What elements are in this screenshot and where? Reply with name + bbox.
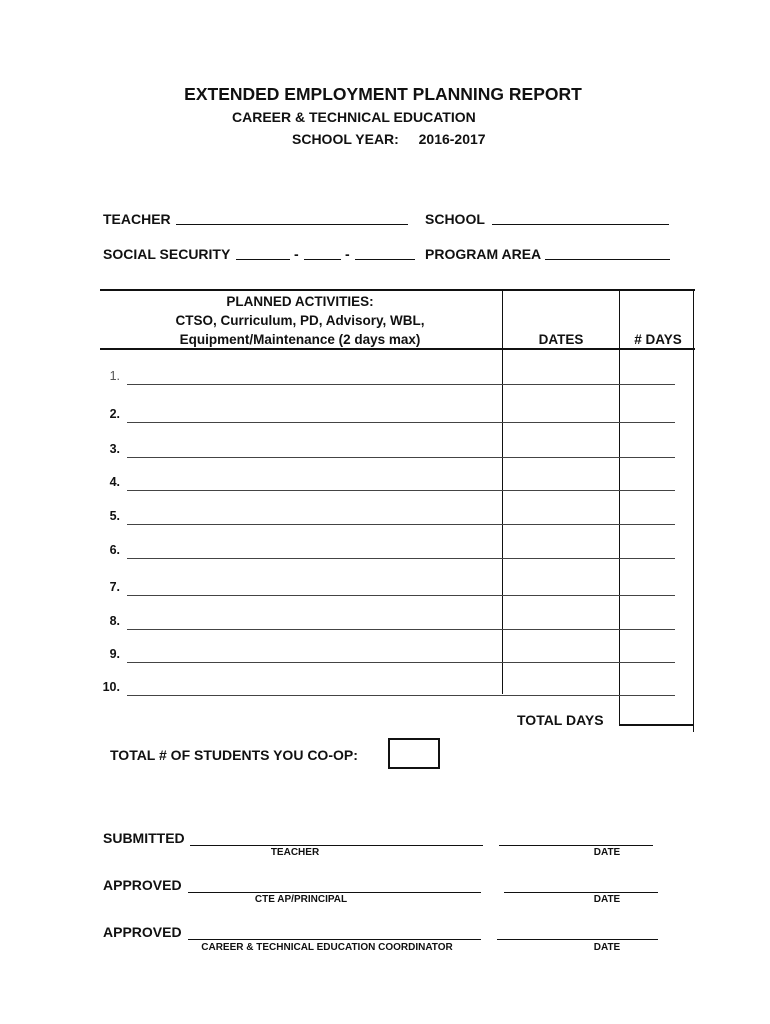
row-number: 3. <box>109 442 120 456</box>
submitted-caption: TEACHER <box>270 847 320 858</box>
table-top-rule <box>100 289 695 291</box>
ssn-dash: - <box>345 246 350 262</box>
row-number: 9. <box>109 647 120 661</box>
activity-row-line[interactable] <box>127 457 675 458</box>
submitted-signature-line[interactable] <box>190 845 483 846</box>
school-year <box>292 131 486 147</box>
row-number: 2. <box>109 407 120 421</box>
table-right-border <box>693 290 694 732</box>
activities-header <box>140 292 460 349</box>
activities-header-line: Equipment/Maintenance (2 days max) <box>179 332 421 347</box>
activities-header-line: CTSO, Curriculum, PD, Advisory, WBL, <box>175 313 425 328</box>
days-header: # DAYS <box>634 332 682 347</box>
program-area-field[interactable] <box>545 259 670 260</box>
activity-row-line[interactable] <box>127 490 675 491</box>
principal-signature-line[interactable] <box>188 892 481 893</box>
activity-row-line[interactable] <box>127 695 675 696</box>
approved-label: APPROVED <box>103 924 182 940</box>
activity-row-line[interactable] <box>127 662 675 663</box>
coop-count-box[interactable] <box>388 738 440 769</box>
row-number: 7. <box>109 580 120 594</box>
ssn-label: SOCIAL SECURITY <box>103 246 231 262</box>
activity-row-line[interactable] <box>127 558 675 559</box>
row-number: 6. <box>109 543 120 557</box>
total-days-label: TOTAL DAYS <box>517 712 604 728</box>
coordinator-date-line[interactable] <box>497 939 658 940</box>
school-field[interactable] <box>492 224 669 225</box>
page-title: EXTENDED EMPLOYMENT PLANNING REPORT <box>184 84 582 104</box>
school-year-value: 2016-2017 <box>418 131 486 147</box>
teacher-label: TEACHER <box>103 211 171 227</box>
row-number: 8. <box>109 614 120 628</box>
submitted-date-caption: DATE <box>593 847 621 858</box>
school-year-label: SCHOOL YEAR: <box>292 131 399 147</box>
row-number: 10. <box>102 680 120 694</box>
activities-header-line: PLANNED ACTIVITIES: <box>226 294 374 309</box>
page-subtitle: CAREER & TECHNICAL EDUCATION <box>232 109 476 125</box>
school-label: SCHOOL <box>425 211 485 227</box>
principal-date-caption: DATE <box>593 894 621 905</box>
activity-row-line[interactable] <box>127 595 675 596</box>
coordinator-date-caption: DATE <box>593 942 621 953</box>
ssn-dash: - <box>294 246 299 262</box>
submitted-label: SUBMITTED <box>103 830 185 846</box>
row-number: 5. <box>109 509 120 523</box>
activity-row-line[interactable] <box>127 384 675 385</box>
ssn-field-part1[interactable] <box>236 259 290 260</box>
days-column-divider <box>619 290 620 726</box>
activity-row-line[interactable] <box>127 629 675 630</box>
dates-header: DATES <box>538 332 584 347</box>
activity-row-line[interactable] <box>127 422 675 423</box>
coop-label: TOTAL # OF STUDENTS YOU CO-OP: <box>110 747 358 763</box>
ssn-field-part3[interactable] <box>355 259 415 260</box>
dates-column-divider <box>502 290 503 694</box>
total-days-field[interactable] <box>620 724 694 726</box>
approved-label: APPROVED <box>103 877 182 893</box>
activity-row-line[interactable] <box>127 524 675 525</box>
principal-caption: CTE AP/PRINCIPAL <box>254 894 348 905</box>
ssn-field-part2[interactable] <box>304 259 341 260</box>
row-number: 4. <box>109 475 120 489</box>
program-area-label: PROGRAM AREA <box>425 246 542 262</box>
row-number: 1. <box>109 369 120 383</box>
submitted-date-line[interactable] <box>499 845 653 846</box>
coordinator-signature-line[interactable] <box>188 939 481 940</box>
teacher-field[interactable] <box>176 224 408 225</box>
coordinator-caption: CAREER & TECHNICAL EDUCATION COORDINATOR <box>201 942 453 953</box>
principal-date-line[interactable] <box>504 892 658 893</box>
